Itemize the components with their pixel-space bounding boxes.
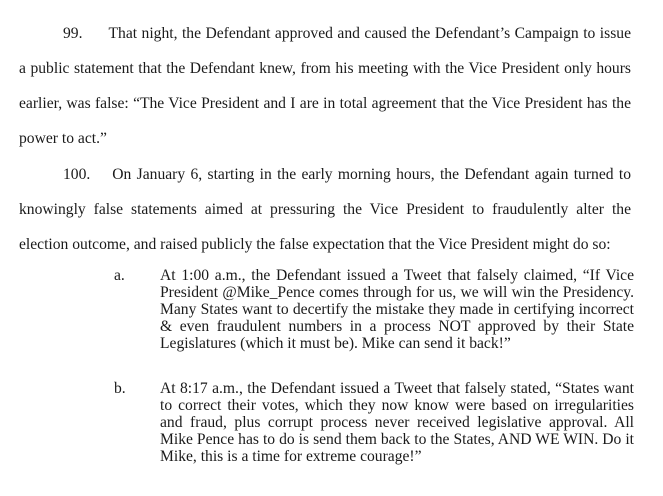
subparagraph-letter: a. [114,267,125,284]
subparagraph-letter: b. [114,380,126,397]
paragraph-number: 100. [63,166,91,183]
subparagraph-b [114,380,634,465]
paragraph-99 [19,16,631,156]
subparagraph-a [114,267,634,352]
subparagraph-text: At 1:00 a.m., the Defendant issued a Tweet that falsely claimed, “If Vice President @Mike_Pence comes through for us, we will win the Presidency. Many States want to decertify the mistake they made in certifying incorrect & even fraudulent numbers in a process NOT approved by their State Legislatures (which it must be). Mike can send it back!” [160,267,634,352]
paragraph-text: That night, the Defendant approved and caused the Defendant’s Campaign to issue a public statement that the Defendant knew, from his meeting with the Vice President only hours earlier, was false: “The Vice President and I are in total agreement that the Vice President has the power to act.” [19,25,631,147]
paragraph-number: 99. [63,25,83,42]
paragraph-100 [19,157,631,262]
subparagraph-text: At 8:17 a.m., the Defendant issued a Tweet that falsely stated, “States want to correct their votes, which they now know were based on irregularities and fraud, plus corrupt process never received legislative approval. All Mike Pence has to do is send them back to the States, AND WE WIN. Do it Mike, this is a time for extreme courage!” [160,380,634,465]
paragraph-text: On January 6, starting in the early morning hours, the Defendant again turned to knowingly false statements aimed at pressuring the Vice President to fraudulently alter the election outcome, and raised publicly the false expectation that the Vice President might do so: [19,166,631,253]
